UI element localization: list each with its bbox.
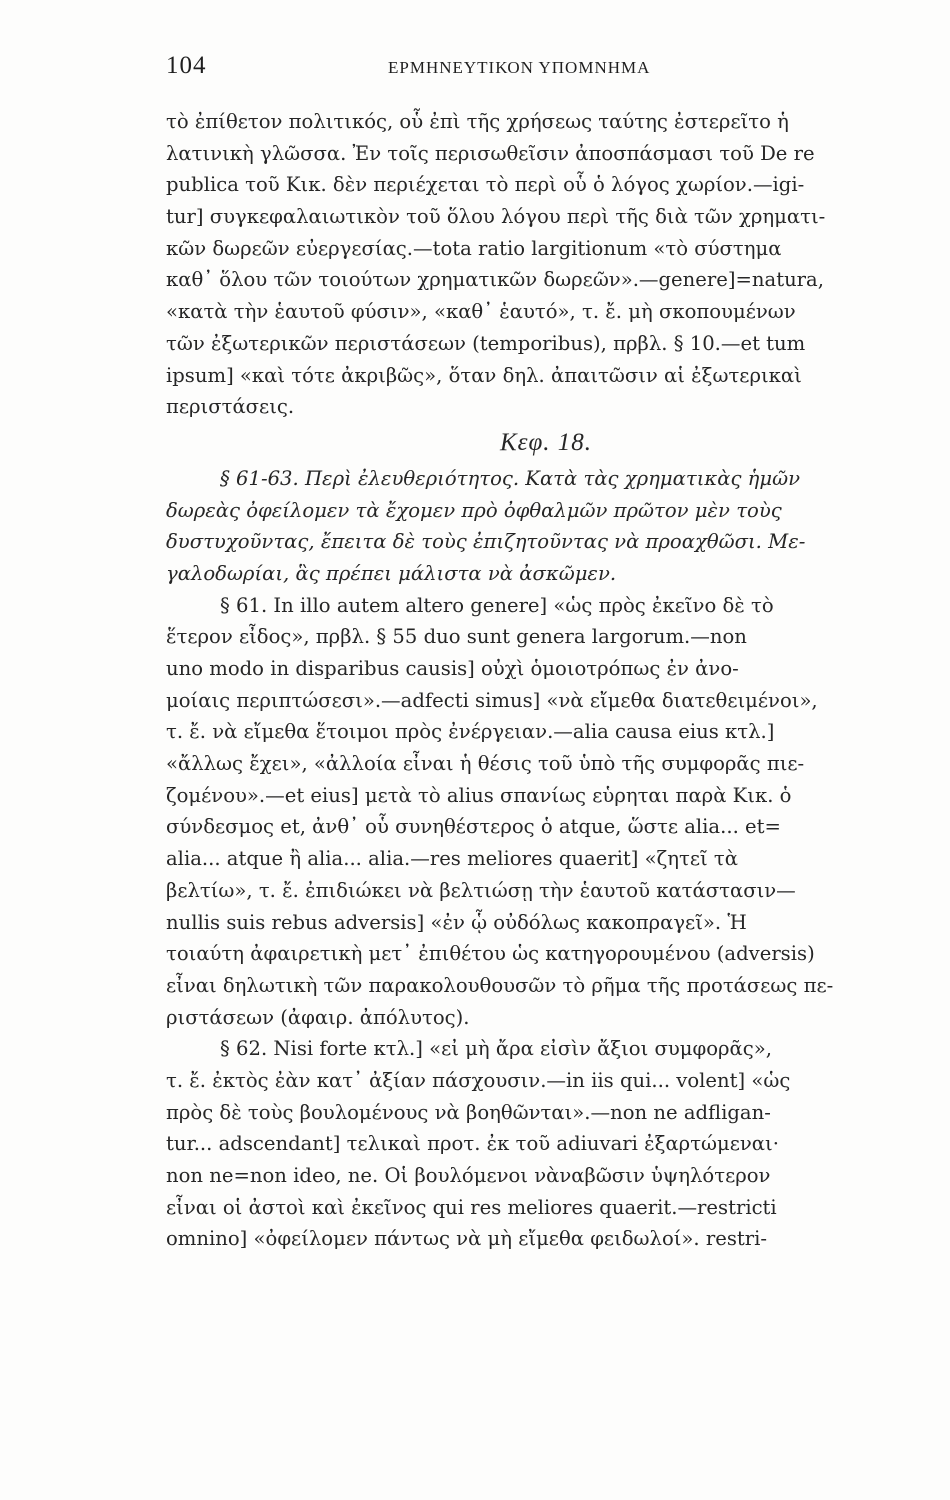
text-line: ipsum] «καὶ τότε ἀκριβῶς», ὅταν δηλ. ἀπαιτῶσιν αἱ ἐξωτερικαὶ [166, 363, 802, 387]
text-line: εἶναι οἱ ἀστοὶ καὶ ἐκεῖνος qui res meliores quaerit.—restricti [166, 1195, 777, 1219]
text-line: «ἄλλως ἔχει», «ἀλλοία εἶναι ἡ θέσις τοῦ ὑπὸ τῆς συμφορᾶς πιε- [166, 752, 805, 776]
text-line: τ. ἔ. ἐκτὸς ἐὰν κατ᾽ ἀξίαν πάσχουσιν.—in iis qui... volent] «ὡς [166, 1068, 791, 1092]
running-head [166, 52, 926, 84]
text-line: publica τοῦ Κικ. δὲν περιέχεται τὸ περὶ οὗ ὁ λόγος χωρίον.—igi- [166, 173, 805, 197]
text-line: uno modo in disparibus causis] οὐχὶ ὁμοιοτρόπως ἐν ἀνο- [166, 657, 739, 680]
text-line: tur] συγκεφαλαιωτικὸν τοῦ ὅλου λόγου περὶ τῆς διὰ τῶν χρηματι- [166, 205, 826, 229]
text-line: καθ᾽ ὅλου τῶν τοιούτων χρηματικῶν δωρεῶν».—genere]=natura, [166, 268, 824, 292]
text-line: § 61-63. Περὶ ἐλευθεριότητος. Κατὰ τὰς χρηματικὰς ἡμῶν [220, 466, 801, 490]
text-line: σύνδεσμος et, ἀνθ᾽ οὗ συνηθέστερος ὁ atque, ὥστε alia... et= [166, 815, 781, 839]
text-line: κῶν δωρεῶν εὐεργεσίας.—tota ratio largitionum «τὸ σύστημα [166, 236, 782, 260]
text-line: τ. ἔ. νὰ εἴμεθα ἕτοιμοι πρὸς ἐνέργειαν.—alia causa eius κτλ.] [166, 720, 775, 744]
text-line: εἶναι δηλωτικὴ τῶν παρακολουθουσῶν τὸ ρῆμα τῆς προτάσεως πε- [166, 973, 834, 997]
text-line: γαλοδωρίαι, ἃς πρέπει μάλιστα νὰ ἀσκῶμεν. [166, 561, 617, 585]
text-line: μοίαις περιπτώσεσι».—adfecti simus] «νὰ εἴμεθα διατεθειμένοι», [166, 688, 818, 712]
text-line: «κατὰ τὴν ἑαυτοῦ φύσιν», «καθ᾽ ἑαυτό», τ. ἔ. μὴ σκοπουμένων [166, 300, 796, 324]
text-line: § 61. In illo autem altero genere] «ὡς πρὸς ἐκεῖνο δὲ τὸ [220, 593, 774, 617]
text-line: ριστάσεων (ἀφαιρ. ἀπόλυτος). [166, 1005, 470, 1029]
text-line: ἕτερον εἶδος», πρβλ. § 55 duo sunt genera largorum.—non [166, 625, 747, 649]
text-line: δυστυχοῦντας, ἔπειτα δὲ τοὺς ἐπιζητοῦντας νὰ προαχθῶσι. Με- [166, 530, 806, 554]
running-title: ΕΡΜΗΝΕΥΤΙΚΟΝ ΥΠΟΜΝΗΜΑ [388, 58, 651, 77]
text-line: λατινικὴ γλῶσσα. Ἐν τοῖς περισωθεῖσιν ἀποσπάσμασι τοῦ De re [166, 141, 815, 165]
commentary-paragraph-61 [166, 590, 926, 1034]
body-text [166, 106, 926, 1255]
text-line: tur... adscendant] τελικαὶ προτ. ἐκ τοῦ adiuvari ἐξαρτώμεναι· [166, 1132, 779, 1156]
chapter-heading-text: Κεφ. 18. [499, 428, 593, 456]
text-line: ζομένου».—et eius] μετὰ τὸ alius σπανίως εὑρηται παρὰ Κικ. ὁ [166, 783, 792, 807]
text-line: βελτίω», τ. ἔ. ἐπιδιώκει νὰ βελτιώσῃ τὴν ἑαυτοῦ κατάστασιν— [166, 878, 796, 902]
paragraph-continuation [166, 106, 926, 423]
page-number: 104 [166, 52, 207, 79]
text-line: nullis suis rebus adversis] «ἐν ᾧ οὐδόλως κακοπραγεῖ». Ἡ [166, 910, 747, 934]
commentary-paragraph-62 [166, 1033, 926, 1255]
chapter-heading [166, 425, 926, 461]
text-line: omnino] «ὀφείλομεν πάντως νὰ μὴ εἴμεθα φειδωλοί». restri- [166, 1227, 768, 1251]
section-summary [166, 463, 926, 590]
text-line: δωρεὰς ὀφείλομεν τὰ ἔχομεν πρὸ ὀφθαλμῶν πρῶτον μὲν τοὺς [166, 498, 782, 522]
text-line: τῶν ἐξωτερικῶν περιστάσεων (temporibus), πρβλ. § 10.—et tum [166, 331, 806, 355]
text-line: τὸ ἐπίθετον πολιτικός, οὗ ἐπὶ τῆς χρήσεως ταύτης ἐστερεῖτο ἡ [166, 110, 789, 133]
text-line: περιστάσεις. [166, 395, 295, 419]
text-line: § 62. Nisi forte κτλ.] «εἰ μὴ ἄρα εἰσὶν ἄξιοι συμφορᾶς», [220, 1037, 772, 1061]
text-line: πρὸς δὲ τοὺς βουλομένους νὰ βοηθῶνται».—non ne adfligan- [166, 1100, 771, 1124]
text-line: τοιαύτη ἀφαιρετικὴ μετ᾽ ἐπιθέτου ὡς κατηγορουμένου (adversis) [166, 942, 815, 966]
text-line: alia... atque ἢ alia... alia.—res meliores quaerit] «ζητεῖ τὰ [166, 847, 738, 871]
text-line: non ne=non ideo, ne. Οἱ βουλόμενοι νὰναβῶσιν ὑψηλότερον [166, 1164, 771, 1187]
